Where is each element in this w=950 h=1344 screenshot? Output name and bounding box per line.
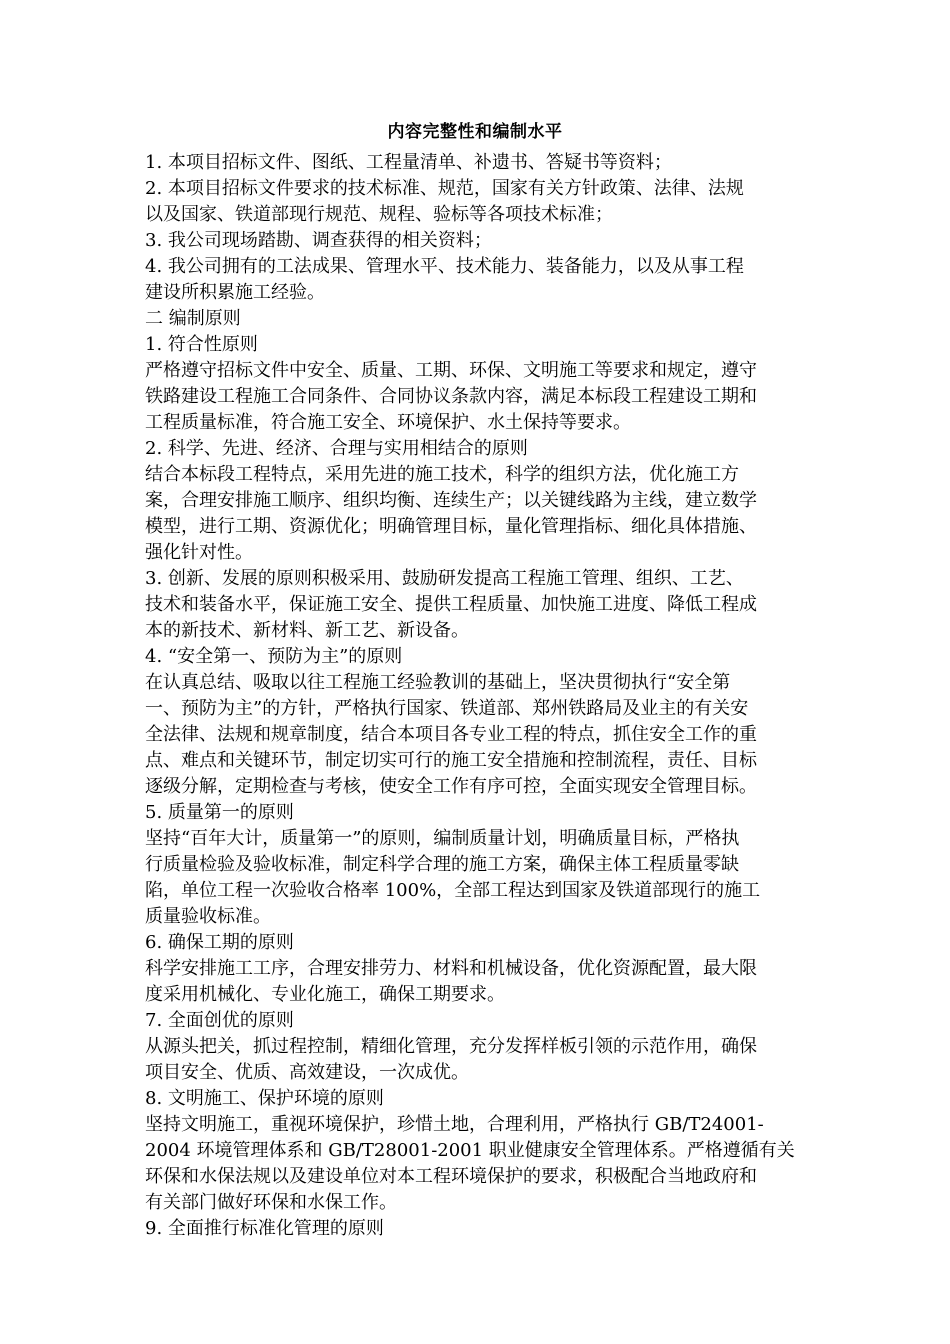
text-line: 质量验收标准。: [145, 906, 271, 927]
text-line: 3. 创新、发展的原则积极采用、鼓励研发提高工程施工管理、组织、工艺、: [145, 568, 744, 589]
text-line: 以及国家、铁道部现行规范、规程、验标等各项技术标准；: [145, 204, 613, 225]
text-line: 模型，进行工期、资源优化；明确管理目标，量化管理指标、细化具体措施、: [145, 516, 757, 537]
text-line: 工程质量标准，符合施工安全、环境保护、水土保持等要求。: [145, 412, 631, 433]
text-line: 度采用机械化、专业化施工，确保工期要求。: [145, 984, 505, 1005]
text-line: 案，合理安排施工顺序、组织均衡、连续生产；以关键线路为主线，建立数学: [145, 490, 757, 511]
text-line: 环保和水保法规以及建设单位对本工程环境保护的要求，积极配合当地政府和: [145, 1166, 757, 1187]
text-line: 8. 文明施工、保护环境的原则: [145, 1088, 384, 1109]
text-line: 7. 全面创优的原则: [145, 1010, 294, 1031]
text-line: 3. 我公司现场踏勘、调查获得的相关资料；: [145, 230, 492, 251]
text-line: 6. 确保工期的原则: [145, 932, 294, 953]
text-line: 建设所积累施工经验。: [145, 282, 325, 303]
text-line: 科学安排施工工序，合理安排劳力、材料和机械设备，优化资源配置，最大限: [145, 958, 757, 979]
text-line: 陷，单位工程一次验收合格率 100%，全部工程达到国家及铁道部现行的施工: [145, 880, 761, 901]
text-line: 1. 符合性原则: [145, 334, 258, 355]
text-line: 二 编制原则: [145, 308, 241, 329]
text-line: 铁路建设工程施工合同条件、合同协议条款内容，满足本标段工程建设工期和: [145, 386, 757, 407]
text-line: 强化针对性。: [145, 542, 253, 563]
text-line: 逐级分解，定期检查与考核，使安全工作有序可控，全面实现安全管理目标。: [145, 776, 757, 797]
text-line: 结合本标段工程特点，采用先进的施工技术，科学的组织方法，优化施工方: [145, 464, 739, 485]
text-line: 9. 全面推行标准化管理的原则: [145, 1218, 384, 1239]
text-line: 从源头把关，抓过程控制，精细化管理，充分发挥样板引领的示范作用，确保: [145, 1036, 757, 1057]
text-line: 项目安全、优质、高效建设，一次成优。: [145, 1062, 469, 1083]
text-line: 4. 我公司拥有的工法成果、管理水平、技术能力、装备能力，以及从事工程: [145, 256, 744, 277]
text-line: 技术和装备水平，保证施工安全、提供工程质量、加快施工进度、降低工程成: [145, 594, 757, 615]
text-line: 坚持“百年大计，质量第一”的原则，编制质量计划，明确质量目标，严格执: [145, 828, 740, 849]
text-line: 坚持文明施工，重视环境保护，珍惜土地，合理利用，严格执行 GB/T24001-: [145, 1114, 764, 1135]
text-line: 2. 科学、先进、经济、合理与实用相结合的原则: [145, 438, 528, 459]
document-body: [145, 150, 805, 1242]
text-line: 在认真总结、吸取以往工程施工经验教训的基础上，坚决贯彻执行“安全第: [145, 672, 731, 693]
text-line: 严格遵守招标文件中安全、质量、工期、环保、文明施工等要求和规定，遵守: [145, 360, 757, 381]
text-line: 本的新技术、新材料、新工艺、新设备。: [145, 620, 469, 641]
text-line: 有关部门做好环保和水保工作。: [145, 1192, 397, 1213]
text-line: 4. “安全第一、预防为主”的原则: [145, 646, 403, 667]
document-title: 内容完整性和编制水平: [387, 122, 563, 142]
text-line: 点、难点和关键环节，制定切实可行的施工安全措施和控制流程，责任、目标: [145, 750, 757, 771]
text-line: 5. 质量第一的原则: [145, 802, 294, 823]
document-page: [145, 118, 805, 1242]
text-line: 2. 本项目招标文件要求的技术标准、规范，国家有关方针政策、法律、法规: [145, 178, 744, 199]
text-line: 1. 本项目招标文件、图纸、工程量清单、补遗书、答疑书等资料；: [145, 152, 672, 173]
text-line: 行质量检验及验收标准，制定科学合理的施工方案，确保主体工程质量零缺: [145, 854, 739, 875]
text-line: 2004 环境管理体系和 GB/T28001-2001 职业健康安全管理体系。严格遵循有关: [145, 1140, 795, 1161]
text-line: 全法律、法规和规章制度，结合本项目各专业工程的特点，抓住安全工作的重: [145, 724, 757, 745]
text-line: 一、预防为主”的方针，严格执行国家、铁道部、郑州铁路局及业主的有关安: [145, 698, 749, 719]
